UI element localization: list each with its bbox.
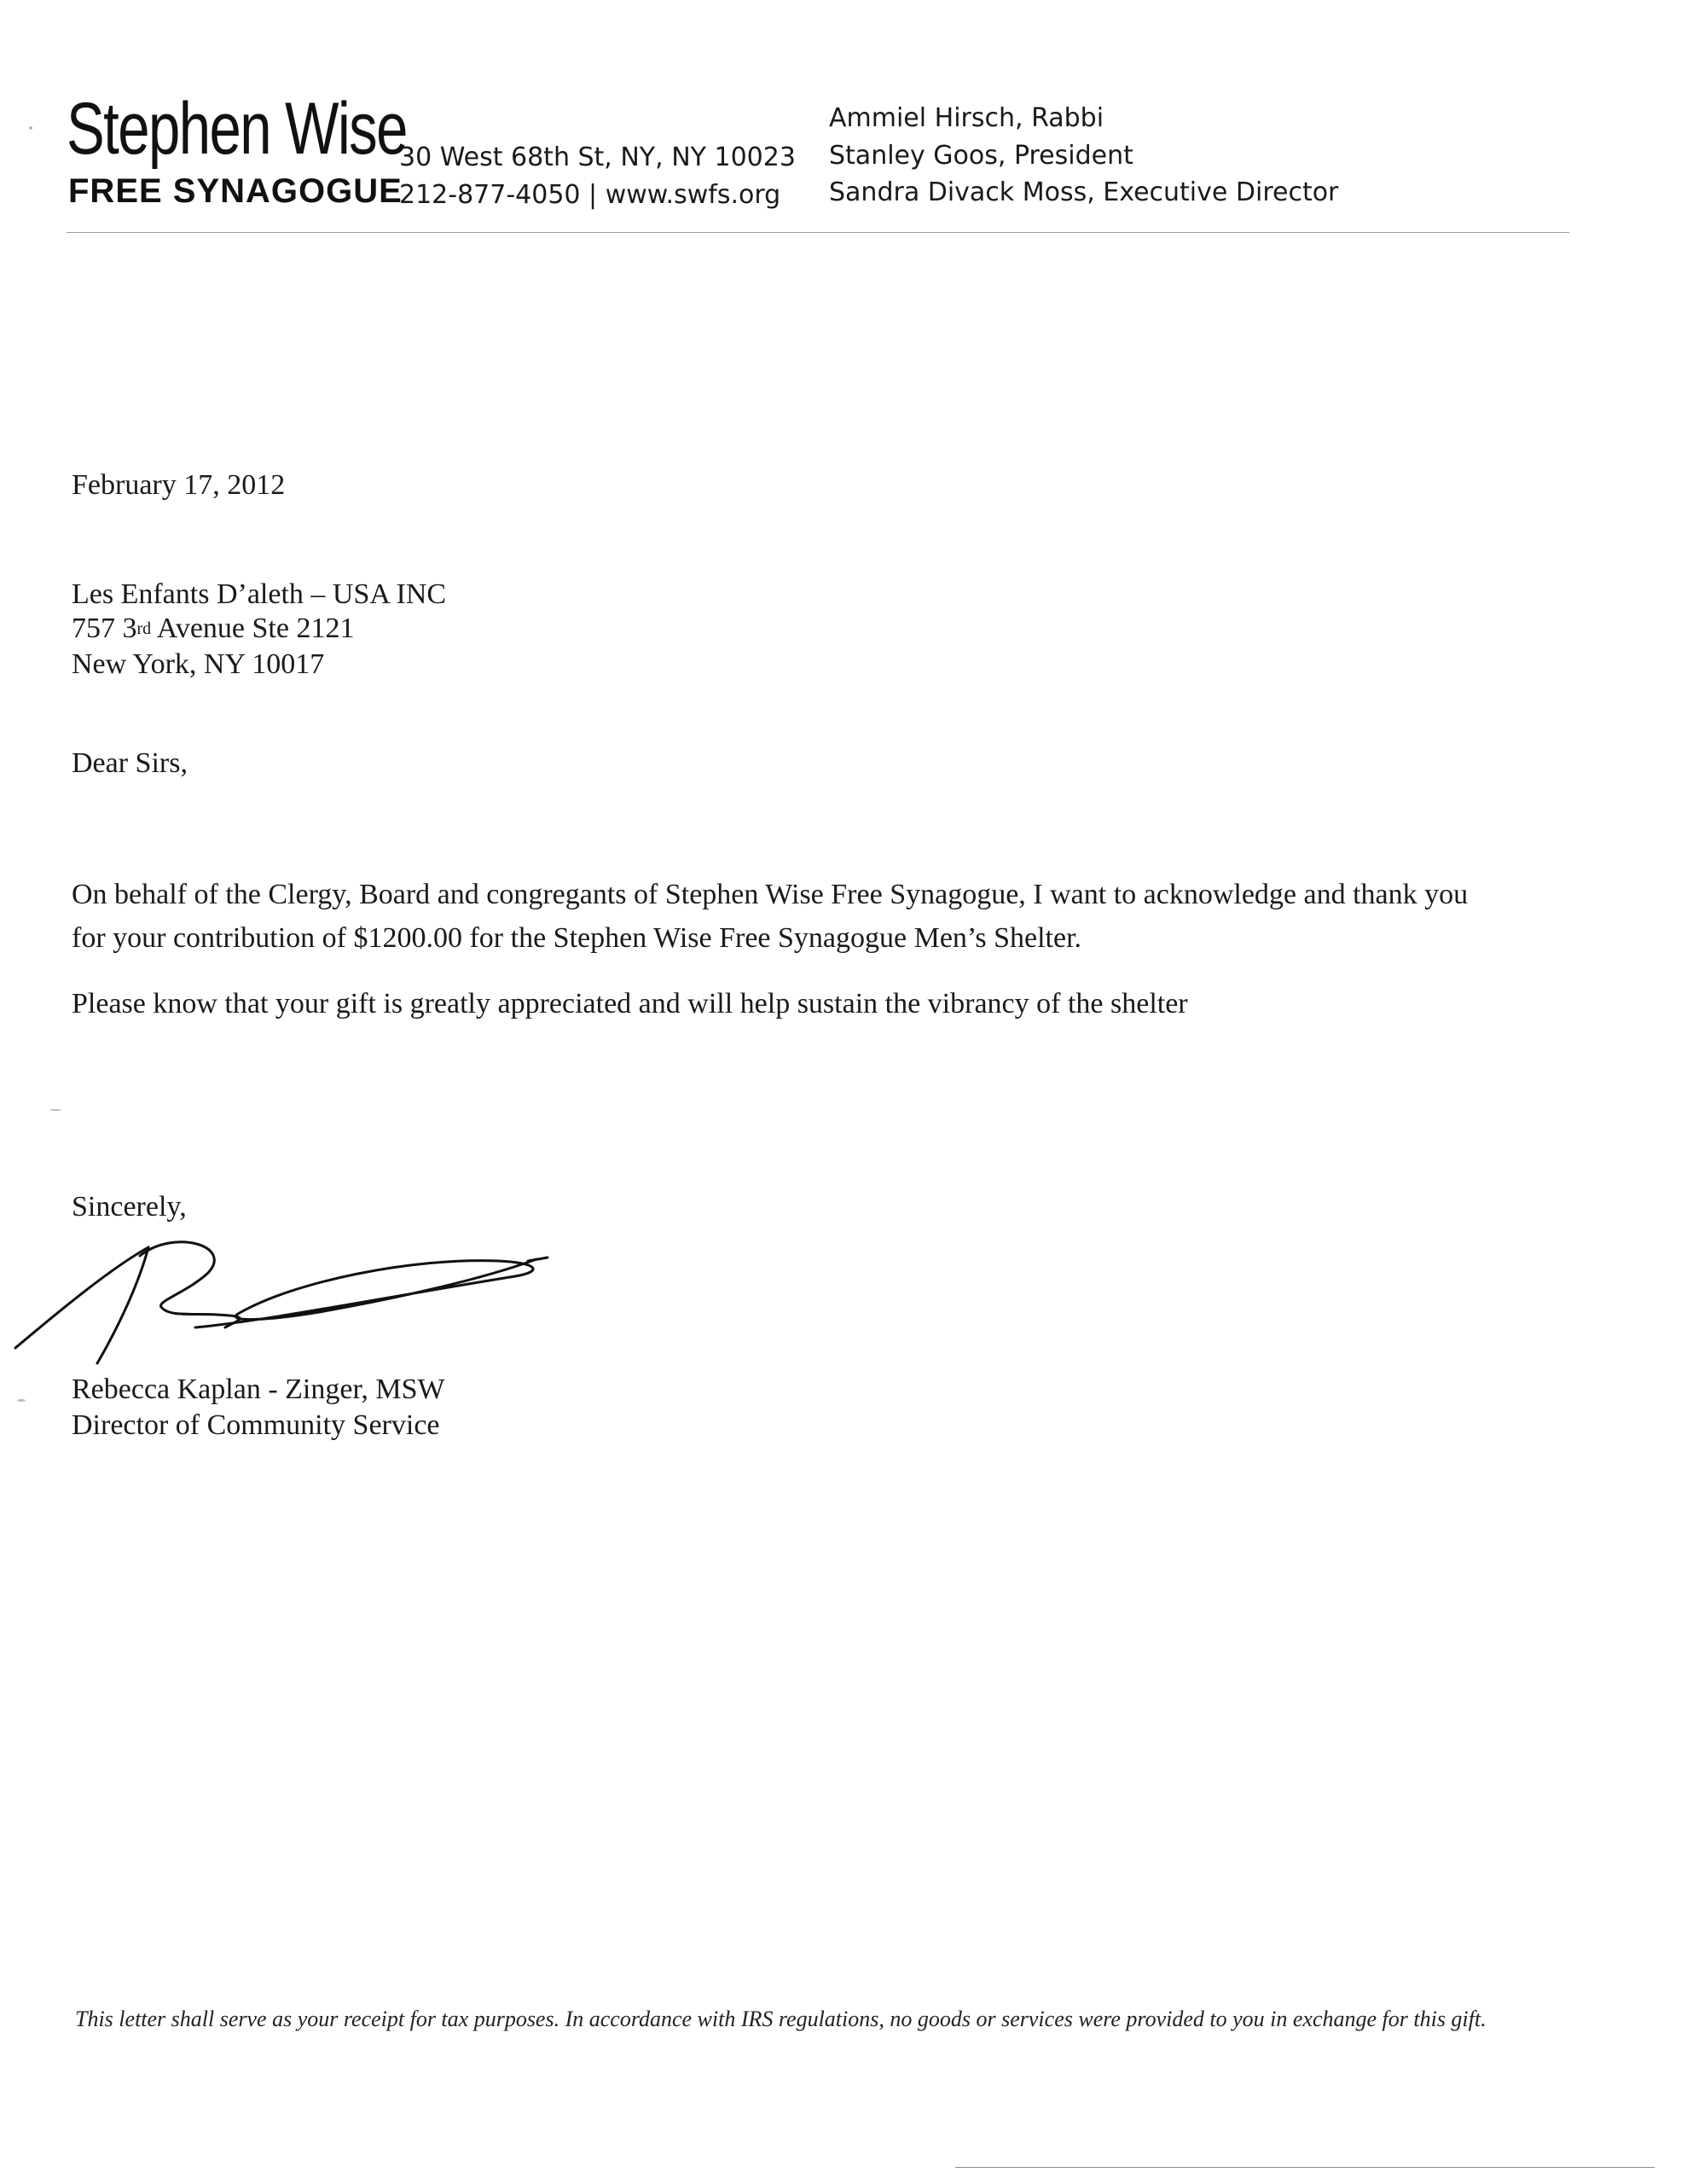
closing: Sincerely, (72, 1191, 187, 1223)
org-subname-logo: FREE SYNAGOGUE (68, 172, 403, 210)
recipient-name: Les Enfants D’aleth – USA INC (72, 578, 447, 610)
scan-speck (17, 1399, 26, 1402)
officer-president: Stanley Goos, President (829, 141, 1133, 171)
tax-receipt-note: This letter shall serve as your receipt for tax purposes. In accordance with IRS regulations, no goods or services were provided to you in exchange for this gift. (75, 2007, 1487, 2031)
recipient-street-rest: Avenue Ste 2121 (151, 613, 355, 644)
recipient-city: New York, NY 10017 (72, 648, 325, 680)
officer-rabbi: Ammiel Hirsch, Rabbi (829, 103, 1104, 133)
officer-executive-director: Sandra Divack Moss, Executive Director (829, 177, 1339, 207)
paragraph-2: Please know that your gift is greatly appreciated and will help sustain the vibrancy of the shelter (72, 988, 1188, 1019)
org-name-logo: Stephen Wise (67, 88, 407, 170)
recipient-street (72, 614, 354, 643)
letter-date: February 17, 2012 (72, 469, 286, 501)
scan-speck (49, 1109, 61, 1111)
signer-name: Rebecca Kaplan - Zinger, MSW (72, 1374, 445, 1405)
signer-title: Director of Community Service (72, 1409, 440, 1441)
salutation: Dear Sirs, (72, 747, 188, 779)
contact-line: 212-877-4050 | www.swfs.org (399, 180, 781, 210)
footer-divider (955, 2167, 1655, 2168)
recipient-street-ordinal: rd (136, 619, 152, 638)
handwritten-signature (12, 1211, 558, 1374)
letterhead-divider (67, 232, 1569, 233)
scan-speck (29, 126, 32, 130)
paragraph-1-line-2: for your contribution of $1200.00 for the Stephen Wise Free Synagogue Men’s Shelter. (72, 922, 1082, 954)
paragraph-1-line-1: On behalf of the Clergy, Board and congregants of Stephen Wise Free Synagogue, I want to acknowledge and thank you (72, 879, 1469, 910)
address-line: 30 West 68th St, NY, NY 10023 (399, 142, 796, 172)
recipient-street-number: 757 3 (72, 613, 137, 644)
